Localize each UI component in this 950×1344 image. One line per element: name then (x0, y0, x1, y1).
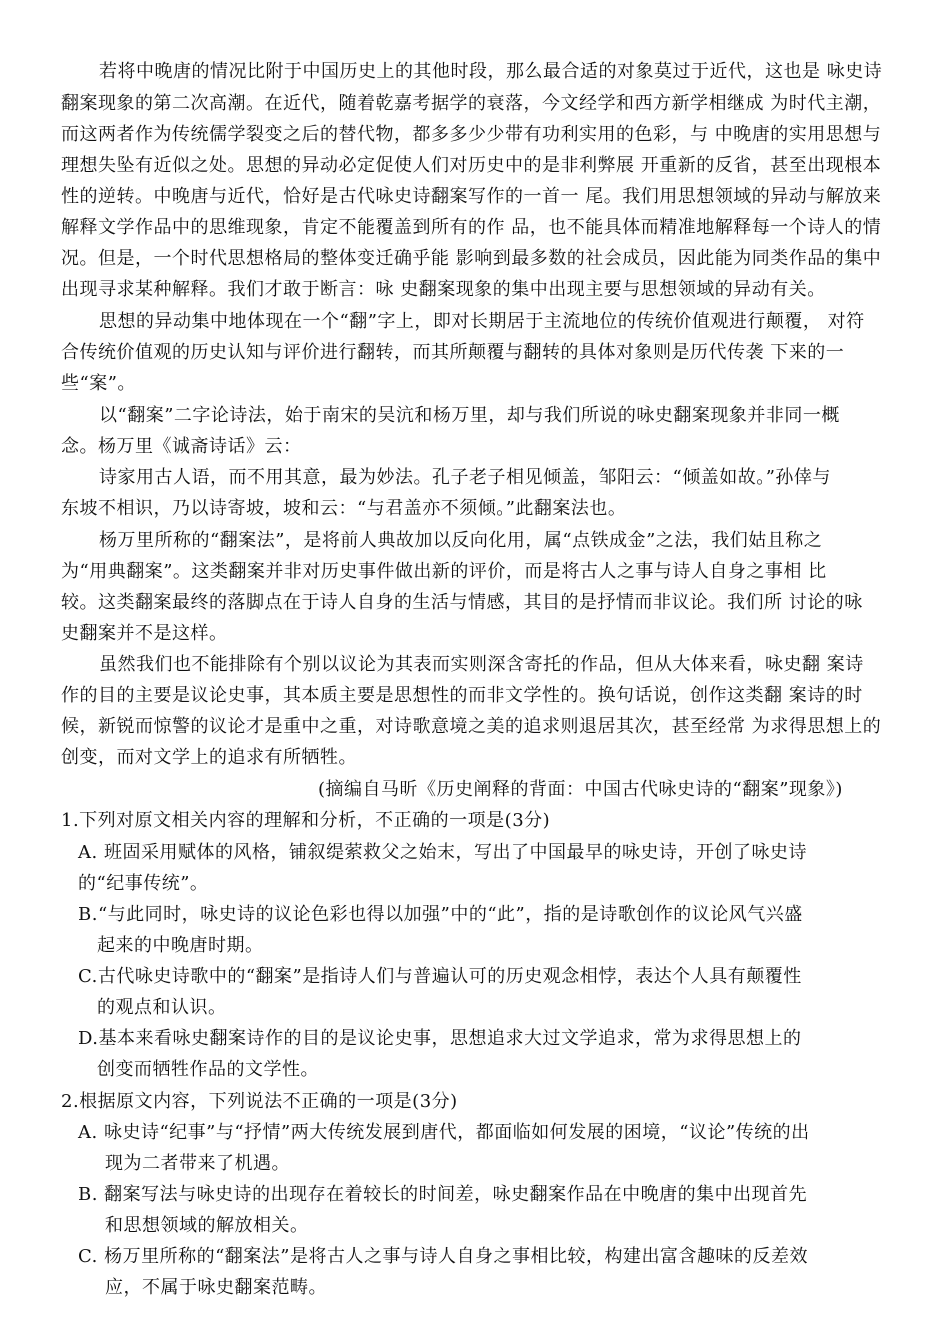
passage-line: 作的目的主要是议论史事，其本质主要是思想性的而非文学性的。换句话说，创作这类翻 案诗的时 (61, 685, 863, 706)
option-a-line: 的“纪事传统”。 (78, 873, 209, 894)
passage-line: 合传统价值观的历史认知与评价进行翻转，而其所颠覆与翻转的具体对象则是历代传袭 下来的一 (61, 342, 845, 363)
passage-line: 候，新锐而惊警的议论才是重中之重，对诗歌意境之美的追求则退居其次，甚至经常 为求得思想上的 (61, 716, 882, 737)
passage-line: 而这两者作为传统儒学裂变之后的替代物，都多多少少带有功利实用的色彩，与 中晚唐的实用思想与 (61, 124, 882, 145)
option-b-line: B.“与此同时，咏史诗的议论色彩也得以加强”中的“此”，指的是诗歌创作的议论风气兴盛 (78, 904, 803, 925)
question-stem: 1.下列对原文相关内容的理解和分析，不正确的一项是(3分) (61, 810, 551, 831)
option-c-line: 应，不属于咏史翻案范畴。 (105, 1277, 327, 1298)
passage-line: 思想的异动集中地体现在一个“翻”字上，即对长期居于主流地位的传统价值观进行颠覆， 对符 (99, 311, 865, 332)
option-c-line: C. 杨万里所称的“翻案法”是将古人之事与诗人自身之事相比较，构建出富含趣味的反差效 (78, 1246, 808, 1267)
option-a-line: A. 咏史诗“纪事”与“抒情”两大传统发展到唐代，都面临如何发展的困境，“议论”传统的出 (78, 1122, 810, 1143)
option-c-line: 的观点和认识。 (97, 997, 227, 1018)
source-citation: (摘编自马昕《历史阐释的背面：中国古代咏史诗的“翻案”现象》) (318, 779, 843, 800)
quotation-line: 东坡不相识，乃以诗寄坡，坡和云：“与君盖亦不须倾。”此翻案法也。 (61, 498, 627, 519)
passage-line: 性的逆转。中晚唐与近代，恰好是古代咏史诗翻案写作的一首一 尾。我们用思想领域的异动与解放来 (61, 186, 882, 207)
passage-line: 创变，而对文学上的追求有所牺牲。 (61, 747, 357, 768)
option-d-line: D.基本来看咏史翻案诗作的目的是议论史事，思想追求大过文学追求，常为求得思想上的 (78, 1028, 802, 1049)
passage-line: 杨万里所称的“翻案法”，是将前人典故加以反向化用，属“点铁成金”之法，我们姑且称之 (99, 530, 823, 551)
option-d-line: 创变而牺牲作品的文学性。 (97, 1059, 319, 1080)
passage-line: 出现寻求某种解释。我们才敢于断言：咏 史翻案现象的集中出现主要与思想领域的异动有关。 (61, 279, 826, 300)
passage-line: 翻案现象的第二次高潮。在近代，随着乾嘉考据学的衰落，今文经学和西方新学相继成 为时代主潮， (61, 93, 882, 114)
passage-line: 念。杨万里《诚斋诗话》云： (61, 436, 302, 457)
option-b-line: B. 翻案写法与咏史诗的出现存在着较长的时间差，咏史翻案作品在中晚唐的集中出现首先 (78, 1184, 808, 1205)
passage-line: 较。这类翻案最终的落脚点在于诗人自身的生活与情感，其目的是抒情而非议论。我们所 讨论的咏 (61, 592, 863, 613)
passage-line: 若将中晚唐的情况比附于中国历史上的其他时段，那么最合适的对象莫过于近代，这也是 咏史诗 (99, 61, 883, 82)
question-stem: 2.根据原文内容，下列说法不正确的一项是(3分) (61, 1091, 458, 1112)
option-b-line: 起来的中晚唐时期。 (97, 935, 264, 956)
option-b-line: 和思想领域的解放相关。 (105, 1215, 309, 1236)
passage-line: 况。但是，一个时代思想格局的整体变迁确乎能 影响到最多数的社会成员，因此能为同类作品的集中 (61, 248, 882, 269)
passage-line: 史翻案并不是这样。 (61, 623, 228, 644)
passage-line: 些“案”。 (61, 373, 136, 394)
passage-line: 理想失坠有近似之处。思想的异动必定促使人们对历史中的是非利弊展 开重新的反省，甚至出现根本 (61, 155, 882, 176)
quotation-line: 诗家用古人语，而不用其意，最为妙法。孔子老子相见倾盖，邹阳云：“倾盖如故。”孙倖与 (99, 467, 831, 488)
passage-line: 虽然我们也不能排除有个别以议论为其表而实则深含寄托的作品，但从大体来看，咏史翻 案诗 (99, 654, 864, 675)
option-a-line: A. 班固采用赋体的风格，铺叙缇萦救父之始末，写出了中国最早的咏史诗，开创了咏史诗 (78, 842, 807, 863)
option-c-line: C.古代咏史诗歌中的“翻案”是指诗人们与普遍认可的历史观念相悖，表达个人具有颠覆性 (78, 966, 802, 987)
passage-line: 为“用典翻案”。这类翻案并非对历史事件做出新的评价，而是将古人之事与诗人自身之事相 比 (61, 561, 827, 582)
passage-line: 解释文学作品中的思维现象，肯定不能覆盖到所有的作 品，也不能具体而精准地解释每一个诗人的情 (61, 217, 882, 238)
passage-line: 以“翻案”二字论诗法，始于南宋的吴沆和杨万里，却与我们所说的咏史翻案现象并非同一概 (99, 405, 840, 426)
option-a-line: 现为二者带来了机遇。 (105, 1153, 290, 1174)
